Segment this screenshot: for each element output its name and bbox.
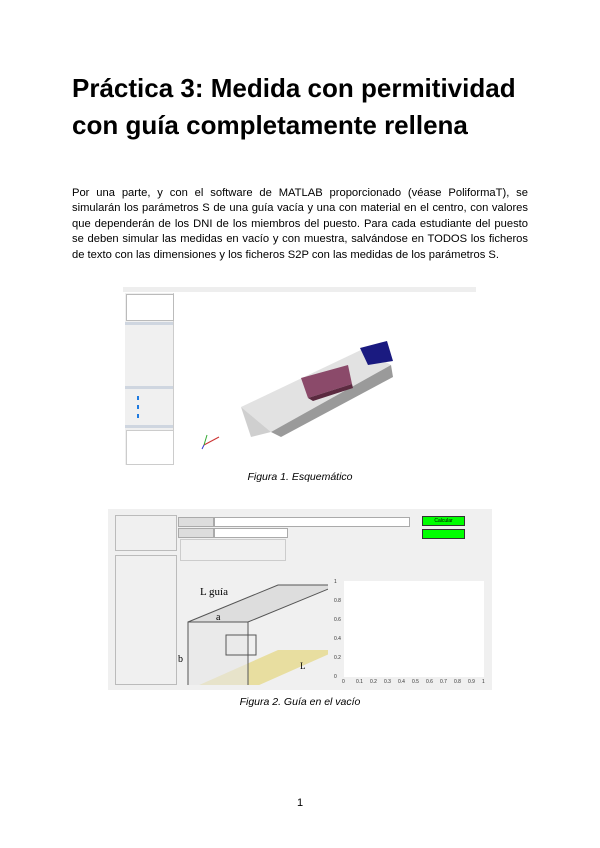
figure-1-caption: Figura 1. Esquemático — [247, 471, 353, 483]
width-a-label: a — [216, 612, 221, 623]
length-l-label: L — [300, 661, 306, 671]
y-tick-label: 0.2 — [334, 655, 341, 661]
x-tick-label: 1 — [482, 679, 485, 685]
x-tick-label: 0 — [342, 679, 345, 685]
page-number: 1 — [296, 797, 304, 809]
export-button[interactable] — [422, 529, 465, 539]
x-tick-label: 0.4 — [398, 679, 405, 685]
x-tick-label: 0.9 — [468, 679, 475, 685]
figure-1-schematic — [123, 277, 476, 467]
x-tick-label: 0.2 — [370, 679, 377, 685]
frequency-group — [180, 539, 286, 561]
window-titlebar — [108, 497, 492, 509]
y-tick-label: 0.8 — [334, 598, 341, 604]
guide-data-group — [115, 515, 177, 551]
height-b-label: b — [178, 654, 183, 665]
y-tick-label: 0 — [334, 674, 337, 680]
y-tick-label: 0.6 — [334, 617, 341, 623]
x-tick-label: 0.1 — [356, 679, 363, 685]
x-tick-label: 0.7 — [440, 679, 447, 685]
y-tick-label: 1 — [334, 579, 337, 585]
file-name-input[interactable] — [214, 528, 288, 538]
waveguide-3d-view — [123, 277, 476, 467]
figure-2-caption: Figura 2. Guía en el vacío — [239, 696, 361, 708]
intro-paragraph: Por una parte, y con el software de MATLAB proporcionado (véase PoliformaT), se simularán los parámetros S de una guía vacía y una con material en el centro, con valores que dependerán de los DNI de los miembros del puesto. Para cada estudiante del puesto se deben simular las medidas en vacío y con muestra, salvándose en TODOS los ficheros de texto con las dimensiones y los ficheros S2P con las medidas de los parámetros S. — [72, 187, 528, 261]
figure-2-gui — [108, 497, 492, 690]
x-tick-label: 0.6 — [426, 679, 433, 685]
x-tick-label: 0.8 — [454, 679, 461, 685]
waveguide-diagram — [178, 575, 328, 685]
y-tick-label: 0.4 — [334, 636, 341, 642]
x-tick-label: 0.3 — [384, 679, 391, 685]
file-path-input[interactable] — [214, 517, 410, 527]
guide-length-label: L guía — [200, 586, 228, 598]
calculate-button[interactable]: Calcular — [422, 516, 465, 526]
x-tick-label: 0.5 — [412, 679, 419, 685]
sample-data-group — [115, 555, 177, 685]
page-title: Práctica 3: Medida con permitividad con guía completamente rellena — [72, 73, 516, 140]
plot-area — [344, 581, 484, 677]
